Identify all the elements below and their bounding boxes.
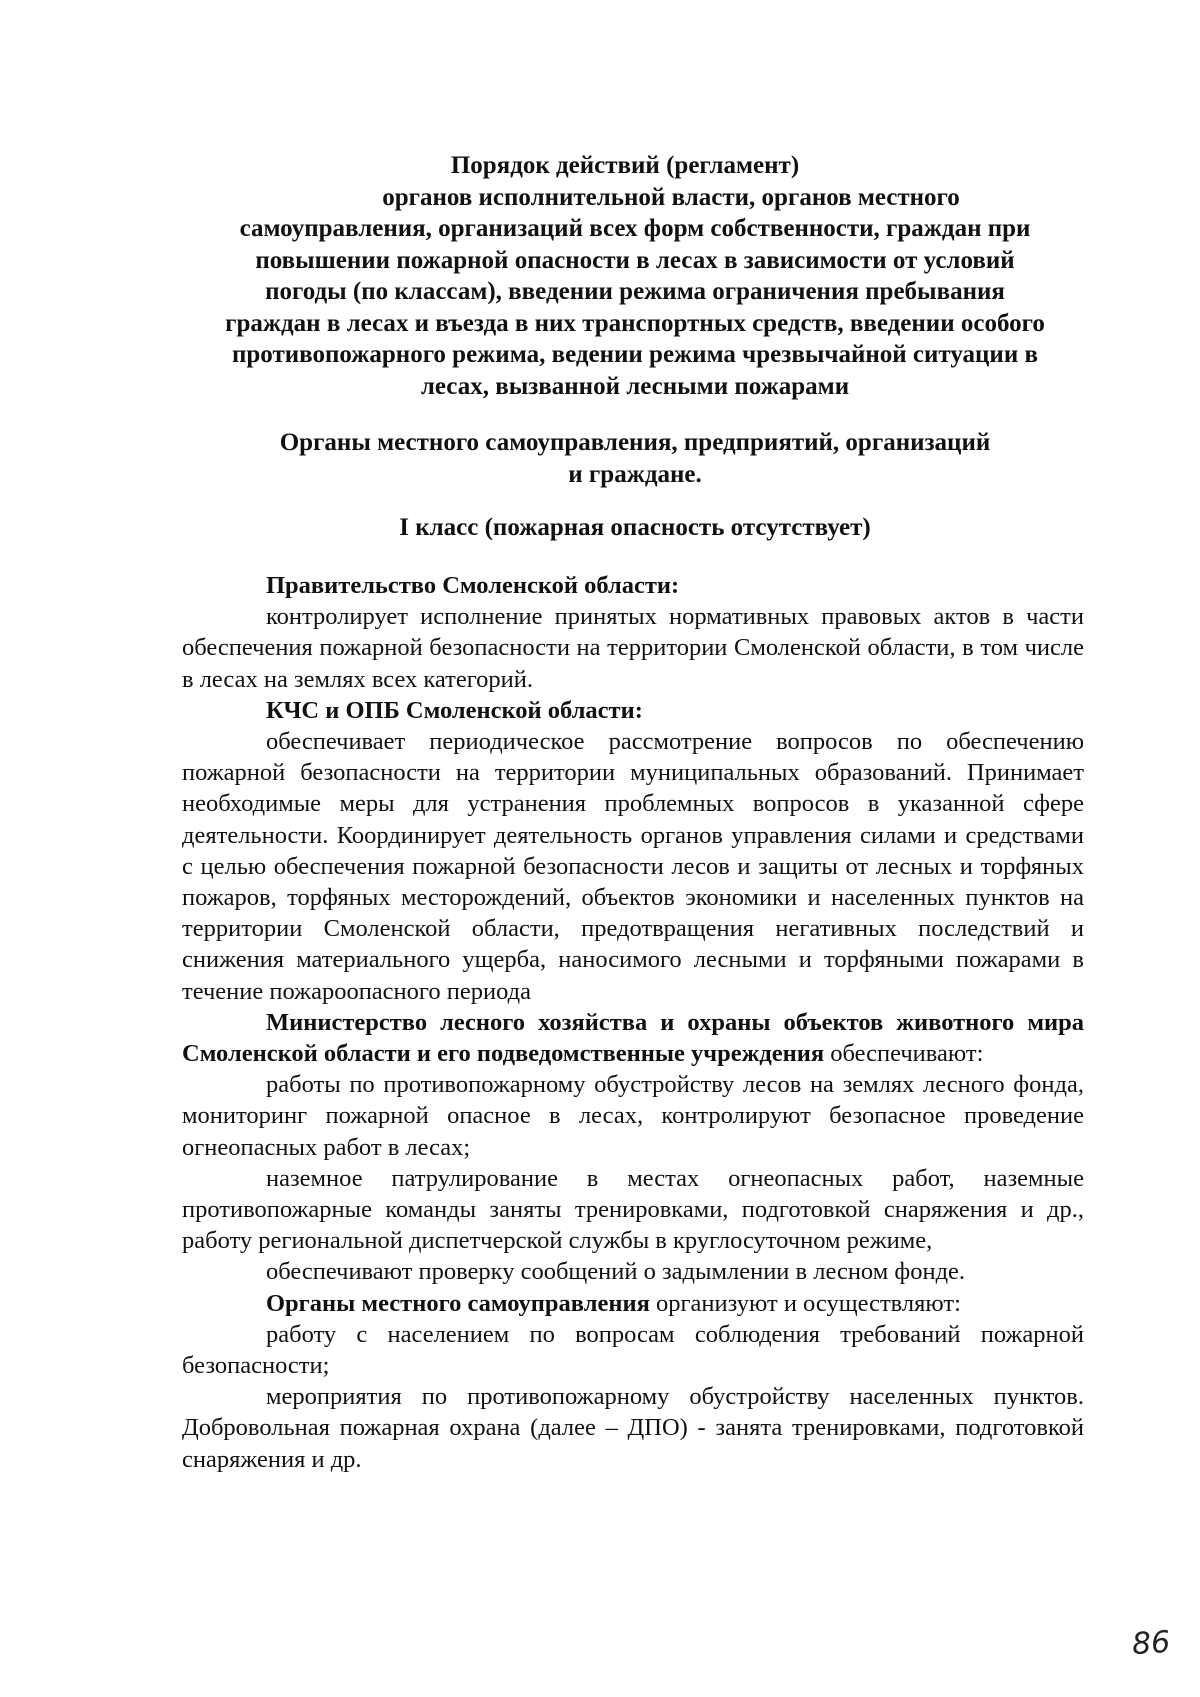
paragraph-local-1: работу с населением по вопросам соблюдения требований пожарной безопасности; [182,1320,1084,1380]
document-body [182,570,1084,1475]
ministry-heading-tail: обеспечивают: [830,1040,984,1068]
paragraph-ministry-1: работы по противопожарному обустройству лесов на землях лесного фонда, мониторинг пожарной опасное в лесах, контролируют безопасное проведение огнеопасных работ в лесах; [182,1071,1084,1161]
title-line: лесах, вызванной лесными пожарами [420,372,850,400]
ministry-heading-bold: Министерство лесного хозяйства и охраны объектов животного мира Смоленской области и его подведомственные учреждения [182,1008,1084,1068]
paragraph-government: контролирует исполнение принятых нормативных правовых актов в части обеспечения пожарной безопасности на территории Смоленской области, в том числе в лесах на землях всех категорий. [182,603,1084,693]
subtitle-line: и граждане. [568,460,702,488]
title-line: органов исполнительной власти, органов местного [382,183,960,211]
title-line: повышении пожарной опасности в лесах в зависимости от условий [255,246,1015,274]
title-line: погоды (по классам), введении режима ограничения пребывания [265,278,1005,305]
local-heading-tail: организуют и осуществляют: [649,1289,961,1317]
class-heading: I класс (пожарная опасность отсутствует) [399,514,871,541]
subtitle-line: Органы местного самоуправления, предприятий, организаций [279,429,991,456]
local-heading-bold: Органы местного самоуправления [266,1289,650,1317]
section-heading-ministry [182,1007,1084,1069]
paragraph-ministry-2: наземное патрулирование в местах огнеопасных работ, наземные противопожарные команды заняты тренировками, подготовкой снаряжения и др., работу региональной диспетчерской службы в круглосуточном режиме, [182,1164,1084,1255]
title-line: граждан в лесах и въезда в них транспортных средств, введении особого [225,309,1045,337]
section-heading-kchs: КЧС и ОПБ Смоленской области: [266,696,643,724]
section-heading-local [182,1288,1084,1319]
paragraph-kchs: обеспечивает периодическое рассмотрение вопросов по обеспечению пожарной безопасности на территории муниципальных образований. Принимает необходимые меры для устранения проблемных вопросов в указанной сфере деятельности. Координирует деятельность органов управления силами и средствами с целью обеспечения пожарной безопасности лесов и защиты от лесных и торфяных пожаров, торфяных месторождений, объектов экономики и населенных пунктов на территории Смоленской области, предотвращения негативных последствий и снижения материального ущерба, наносимого лесными и торфяными пожарами в течение пожароопасного периода [182,728,1084,1005]
title-line: противопожарного режима, ведении режима чрезвычайной ситуации в [231,341,1038,368]
paragraph-ministry-3: обеспечивают проверку сообщений о задымлении в лесном фонде. [266,1258,966,1286]
title-line: Порядок действий (регламент) [450,152,800,179]
paragraph-local-2: мероприятия по противопожарному обустройству населенных пунктов. Добровольная пожарная охрана (далее – ДПО) - занята тренировками, подготовкой снаряжения и др. [182,1383,1084,1473]
page-number: 86 [1130,1624,1172,1663]
document-subtitle [180,427,1090,490]
section-heading-government: Правительство Смоленской области: [266,572,680,599]
document-title [180,150,1090,402]
title-line: самоуправления, организаций всех форм собственности, граждан при [239,215,1031,242]
